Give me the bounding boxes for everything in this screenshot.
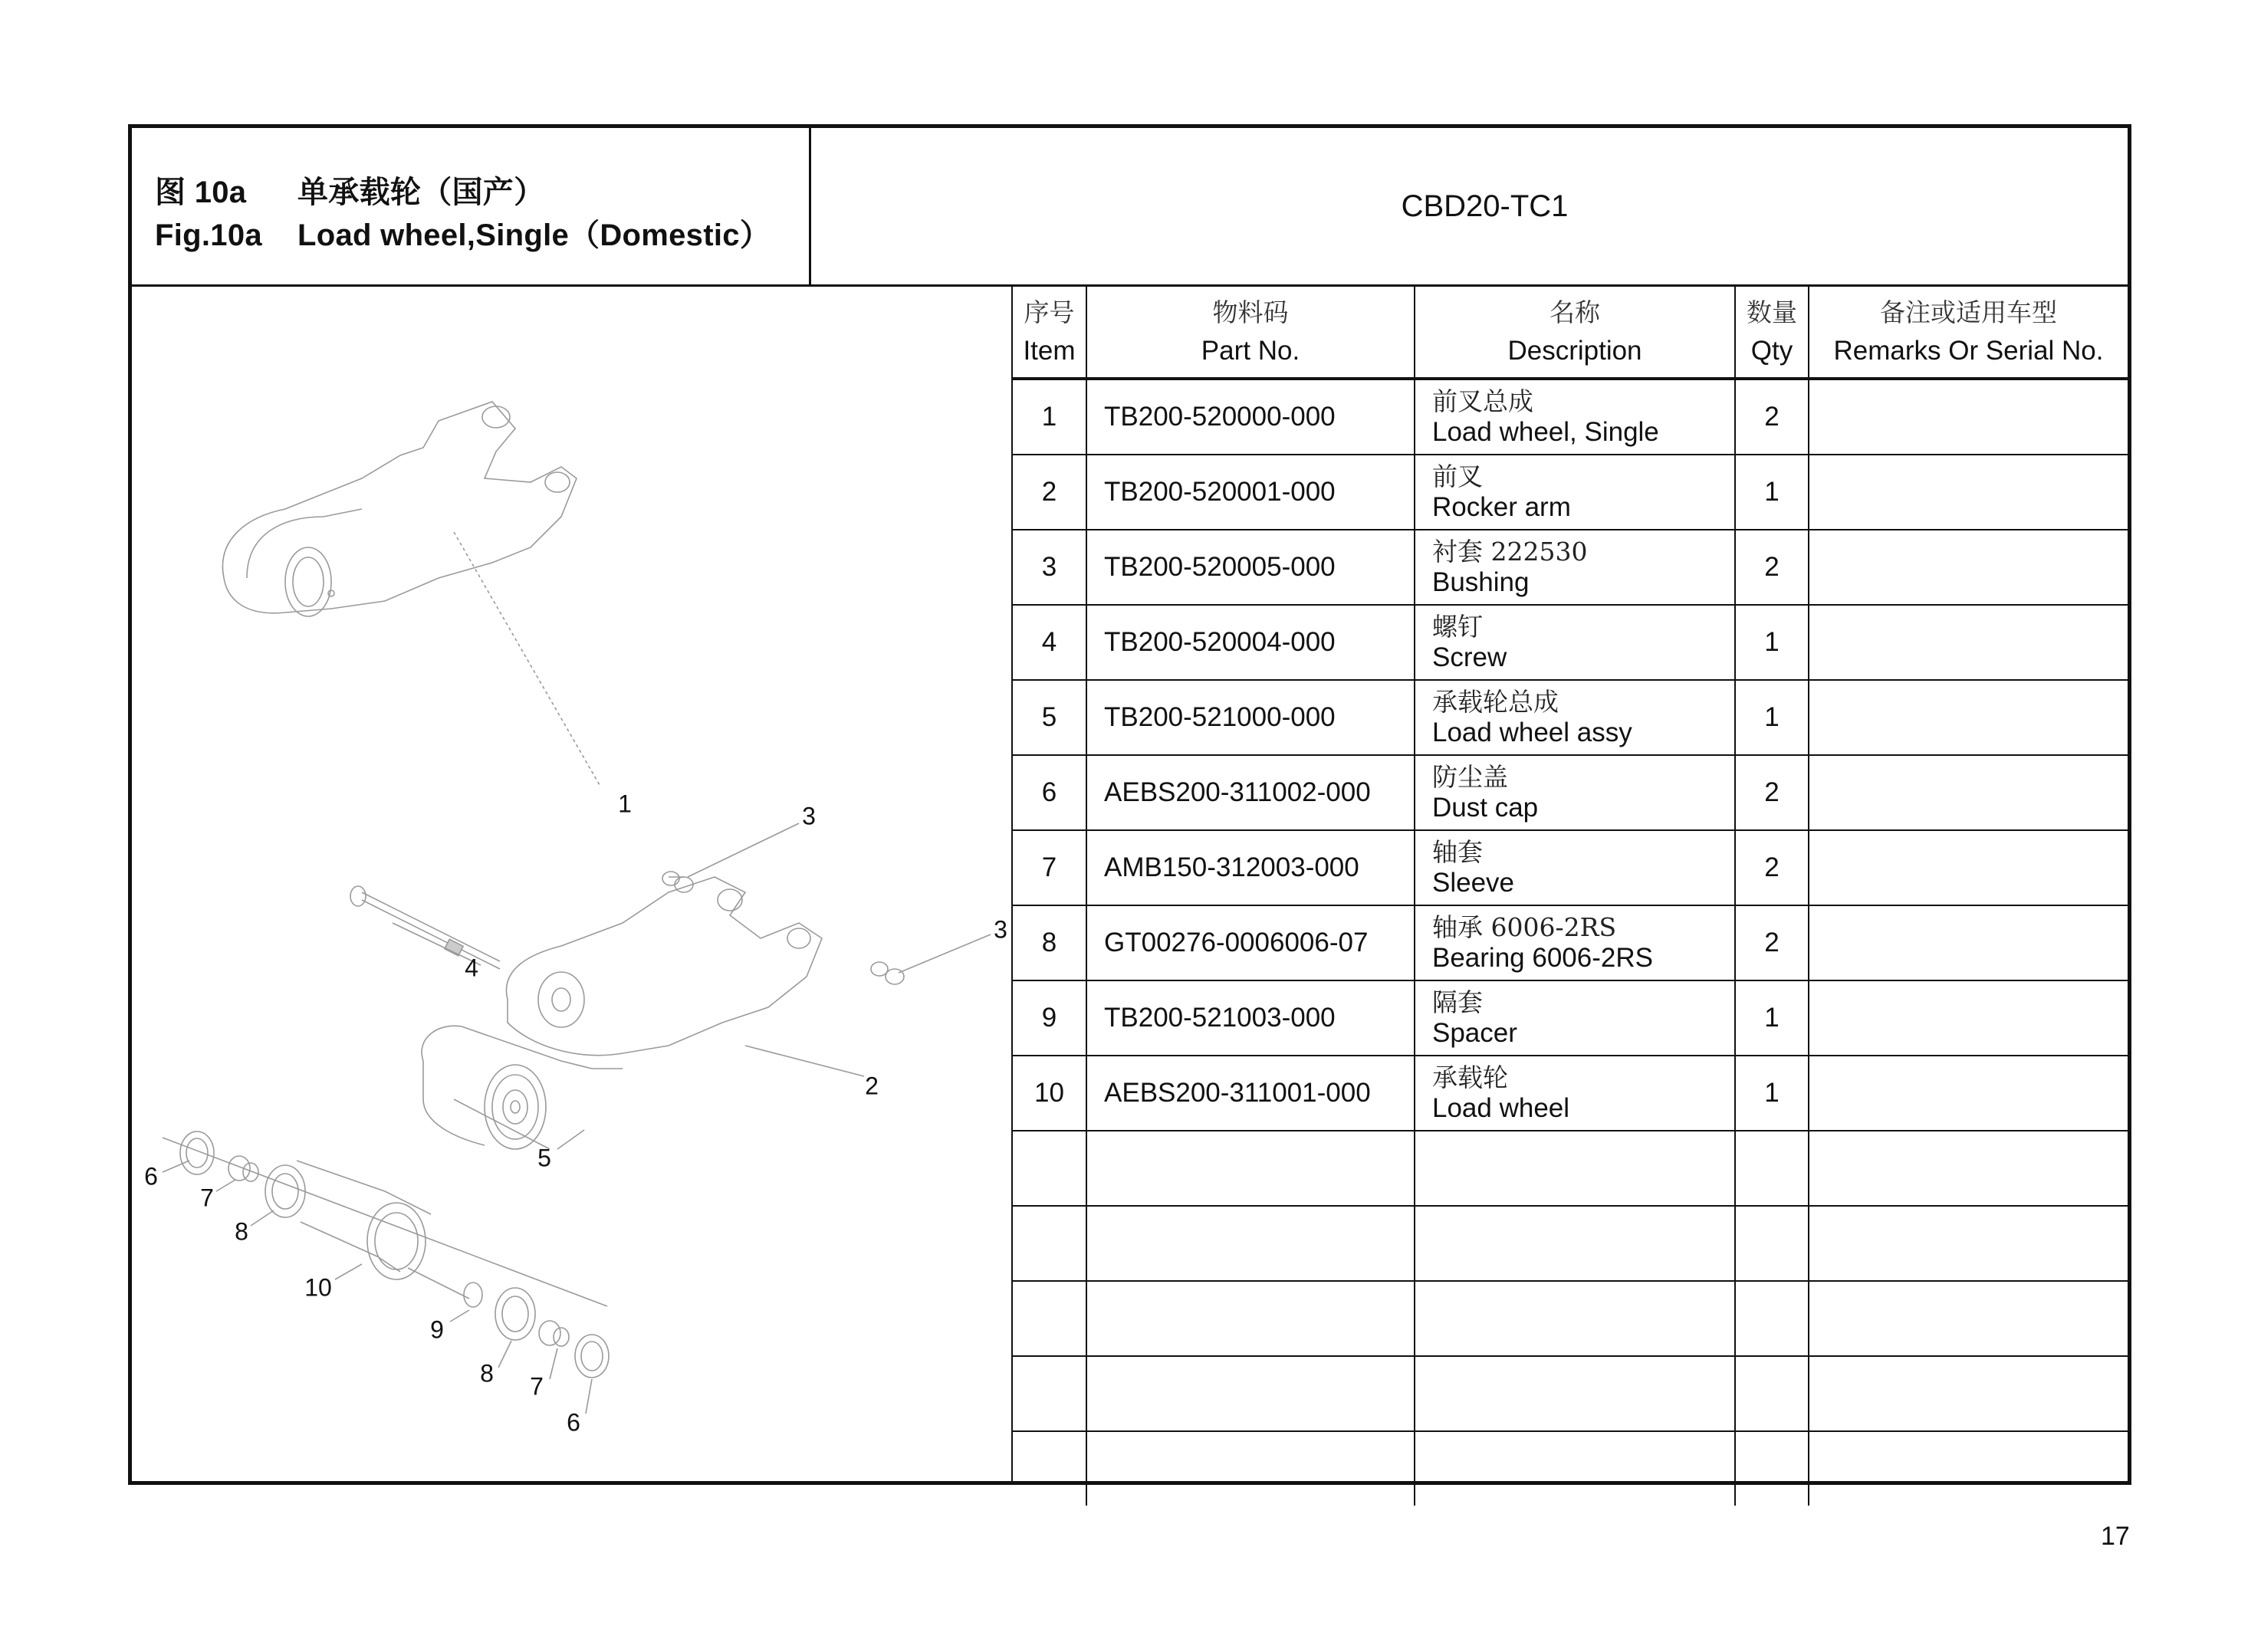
- description-cell: [1415, 1131, 1735, 1206]
- part-no-cell: [1086, 1281, 1415, 1356]
- remarks-cell: [1809, 1056, 2128, 1131]
- column-header-qty: 数量 Qty: [1735, 287, 1809, 379]
- description-en: Bushing: [1432, 567, 1530, 597]
- qty-cell: 1: [1735, 455, 1809, 530]
- callout-6: 6: [567, 1408, 580, 1437]
- table-row: [1013, 1431, 2128, 1506]
- figure-name-en: Load wheel,Single（Domestic）: [297, 218, 771, 252]
- description-cn: 承载轮总成: [1432, 687, 1559, 717]
- callout-7: 7: [530, 1372, 544, 1401]
- remarks-cell: [1809, 905, 2128, 980]
- description-en: Load wheel: [1432, 1093, 1570, 1123]
- description-cn: 轴套: [1432, 837, 1483, 867]
- description-cn: 隔套: [1432, 987, 1483, 1017]
- description-cn: 衬套 222530: [1432, 537, 1588, 567]
- description-cn: 前叉总成: [1432, 386, 1533, 416]
- item-cell: 9: [1013, 980, 1086, 1056]
- column-header-item: 序号 Item: [1013, 287, 1086, 379]
- wheel-components-drawing-icon: [163, 1130, 609, 1414]
- callout-5: 5: [537, 1144, 551, 1172]
- part-no-cell: [1086, 1431, 1415, 1506]
- item-cell: 8: [1013, 905, 1086, 980]
- bushing-drawing-icon: [662, 823, 991, 984]
- description-cell: [1415, 755, 1735, 830]
- callout-10: 10: [304, 1273, 332, 1302]
- item-cell: 4: [1013, 605, 1086, 680]
- description-cell: [1415, 830, 1735, 905]
- callout-4: 4: [465, 954, 478, 982]
- callout-3: 3: [802, 802, 816, 830]
- description-cn: 前叉: [1432, 461, 1483, 491]
- callout-2: 2: [865, 1072, 879, 1100]
- parts-list-table: [1013, 287, 2128, 1506]
- part-no-cell: TB200-521000-000: [1086, 680, 1415, 755]
- description-cell: [1415, 455, 1735, 530]
- model-code: CBD20-TC1: [1401, 189, 1569, 223]
- description-cell: [1415, 980, 1735, 1056]
- item-cell: [1013, 1356, 1086, 1431]
- qty-cell: [1735, 1356, 1809, 1431]
- description-cell: [1415, 605, 1735, 680]
- remarks-cell: [1809, 1431, 2128, 1506]
- item-cell: [1013, 1206, 1086, 1281]
- callout-3: 3: [994, 915, 1007, 944]
- table-row: [1013, 905, 2128, 980]
- assembly-drawing-icon: [222, 402, 600, 785]
- part-no-cell: TB200-520004-000: [1086, 605, 1415, 680]
- qty-cell: 1: [1735, 980, 1809, 1056]
- remarks-cell: [1809, 1356, 2128, 1431]
- qty-cell: 1: [1735, 680, 1809, 755]
- callout-8: 8: [235, 1217, 248, 1246]
- callout-7: 7: [200, 1184, 214, 1212]
- remarks-cell: [1809, 455, 2128, 530]
- qty-cell: 1: [1735, 1056, 1809, 1131]
- column-header-remarks: 备注或适用车型 Remarks Or Serial No.: [1809, 287, 2128, 379]
- table-header-row: [1013, 287, 2128, 379]
- table-row: [1013, 755, 2128, 830]
- table-row: [1013, 1281, 2128, 1356]
- remarks-cell: [1809, 530, 2128, 605]
- part-no-cell: TB200-520005-000: [1086, 530, 1415, 605]
- item-cell: [1013, 1131, 1086, 1206]
- remarks-cell: [1809, 1281, 2128, 1356]
- qty-cell: [1735, 1431, 1809, 1506]
- remarks-cell: [1809, 1206, 2128, 1281]
- part-no-cell: [1086, 1206, 1415, 1281]
- figure-number-cn: 图 10a: [155, 176, 247, 209]
- description-cell: [1415, 379, 1735, 455]
- qty-cell: [1735, 1281, 1809, 1356]
- description-cn: 螺钉: [1432, 612, 1483, 642]
- description-cell: [1415, 1356, 1735, 1431]
- parts-list-table-container: [1011, 287, 2128, 1481]
- figure-title-cn: [155, 168, 544, 212]
- description-cell: [1415, 1431, 1735, 1506]
- item-cell: [1013, 1281, 1086, 1356]
- description-cell: [1415, 905, 1735, 980]
- table-row: [1013, 1206, 2128, 1281]
- table-row: [1013, 455, 2128, 530]
- qty-cell: [1735, 1206, 1809, 1281]
- remarks-cell: [1809, 379, 2128, 455]
- part-no-cell: AEBS200-311002-000: [1086, 755, 1415, 830]
- part-no-cell: TB200-520000-000: [1086, 379, 1415, 455]
- description-en: Load wheel assy: [1432, 718, 1632, 747]
- table-row: [1013, 830, 2128, 905]
- part-no-cell: TB200-520001-000: [1086, 455, 1415, 530]
- description-cell: [1415, 530, 1735, 605]
- description-en: Bearing 6006-2RS: [1432, 943, 1653, 973]
- item-cell: 5: [1013, 680, 1086, 755]
- figure-number-en: Fig.10a: [155, 218, 262, 252]
- description-en: Sleeve: [1432, 868, 1515, 898]
- description-en: Rocker arm: [1432, 492, 1571, 522]
- column-header-part-no: 物料码 Part No.: [1086, 287, 1415, 379]
- description-cell: [1415, 1281, 1735, 1356]
- table-row: [1013, 379, 2128, 455]
- part-no-cell: [1086, 1356, 1415, 1431]
- callout-8: 8: [480, 1359, 494, 1388]
- table-row: [1013, 1056, 2128, 1131]
- figure-title-block: [132, 128, 811, 284]
- exploded-view-diagram: [132, 287, 1012, 1485]
- description-cell: [1415, 1056, 1735, 1131]
- model-block: [811, 128, 2128, 284]
- qty-cell: 2: [1735, 830, 1809, 905]
- description-cell: [1415, 1206, 1735, 1281]
- figure-title-en: [155, 211, 771, 255]
- table-row: [1013, 605, 2128, 680]
- callout-6: 6: [144, 1162, 158, 1191]
- table-row: [1013, 980, 2128, 1056]
- part-no-cell: TB200-521003-000: [1086, 980, 1415, 1056]
- sheet-header: [132, 128, 2128, 287]
- load-wheel-assy-drawing-icon: [422, 1026, 623, 1149]
- description-cn: 防尘盖: [1432, 762, 1508, 792]
- description-en: Load wheel, Single: [1432, 417, 1659, 447]
- remarks-cell: [1809, 980, 2128, 1056]
- qty-cell: [1735, 1131, 1809, 1206]
- remarks-cell: [1809, 755, 2128, 830]
- part-no-cell: AMB150-312003-000: [1086, 830, 1415, 905]
- remarks-cell: [1809, 1131, 2128, 1206]
- qty-cell: 2: [1735, 379, 1809, 455]
- item-cell: 3: [1013, 530, 1086, 605]
- exploded-view-drawing: [132, 287, 1012, 1485]
- part-no-cell: AEBS200-311001-000: [1086, 1056, 1415, 1131]
- part-no-cell: GT00276-0006006-07: [1086, 905, 1415, 980]
- parts-sheet-frame: [128, 124, 2131, 1485]
- qty-cell: 2: [1735, 755, 1809, 830]
- table-row: [1013, 680, 2128, 755]
- table-row: [1013, 530, 2128, 605]
- item-cell: 6: [1013, 755, 1086, 830]
- table-row: [1013, 1131, 2128, 1206]
- remarks-cell: [1809, 680, 2128, 755]
- part-no-cell: [1086, 1131, 1415, 1206]
- callout-1: 1: [618, 790, 632, 818]
- table-row: [1013, 1356, 2128, 1431]
- description-en: Screw: [1432, 642, 1507, 672]
- remarks-cell: [1809, 605, 2128, 680]
- item-cell: 7: [1013, 830, 1086, 905]
- description-cn: 轴承 6006-2RS: [1432, 912, 1617, 942]
- callout-9: 9: [430, 1315, 444, 1344]
- rocker-arm-drawing-icon: [506, 877, 864, 1076]
- qty-cell: 1: [1735, 605, 1809, 680]
- item-cell: 2: [1013, 455, 1086, 530]
- item-cell: [1013, 1431, 1086, 1506]
- description-en: Dust cap: [1432, 793, 1539, 823]
- item-cell: 1: [1013, 379, 1086, 455]
- figure-name-cn: 单承载轮（国产）: [297, 176, 545, 209]
- page-number: 17: [2101, 1522, 2130, 1551]
- column-header-description: 名称 Description: [1415, 287, 1735, 379]
- description-en: Spacer: [1432, 1018, 1517, 1048]
- description-cn: 承载轮: [1432, 1062, 1508, 1092]
- qty-cell: 2: [1735, 905, 1809, 980]
- description-cell: [1415, 680, 1735, 755]
- qty-cell: 2: [1735, 530, 1809, 605]
- remarks-cell: [1809, 830, 2128, 905]
- item-cell: 10: [1013, 1056, 1086, 1131]
